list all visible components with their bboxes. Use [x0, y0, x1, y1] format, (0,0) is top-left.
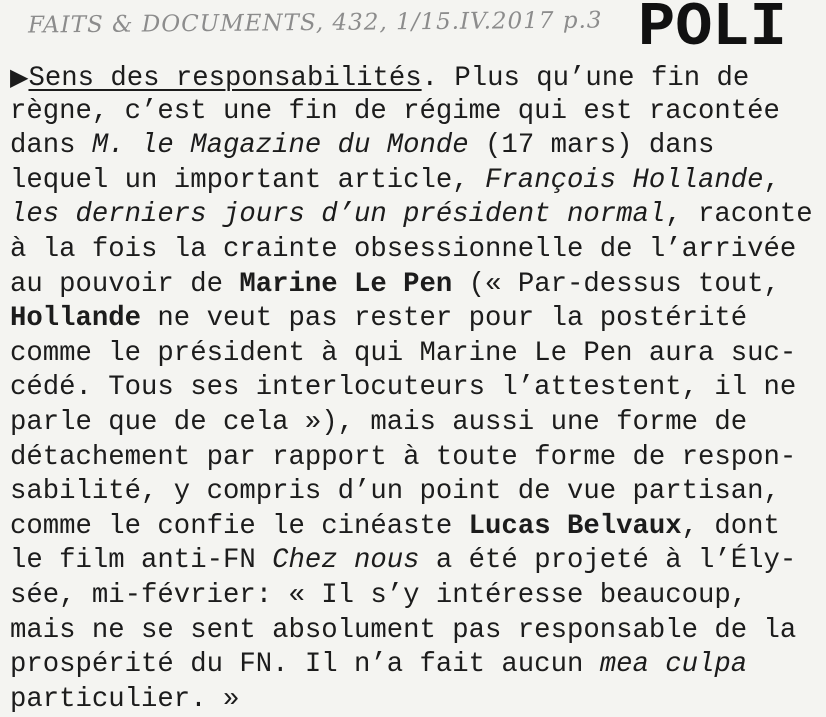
article-line: [10, 510, 820, 545]
italic-title: Chez nous: [272, 545, 420, 577]
bold-name: Marine Le Pen: [239, 268, 453, 300]
article-line: [10, 579, 820, 614]
article-kicker: Sens des responsabilités: [28, 63, 422, 94]
article-segment: règne, c’est une fin de régime qui est racontée: [10, 95, 780, 127]
article-line: [10, 441, 820, 476]
article-segment: détachement par rapport à toute forme de respon-: [10, 441, 797, 473]
article-segment: . Plus qu’une fin de: [421, 63, 750, 94]
article-segment: a été projeté à l’Ély-: [419, 545, 797, 577]
bullet-arrow-icon: ▶: [10, 63, 29, 91]
article-segment: comme le confie le cinéaste: [10, 510, 469, 542]
italic-title: François Hollande: [485, 164, 764, 196]
article-segment: cédé. Tous ses interlocuteurs l’attestent, il ne: [10, 372, 797, 404]
article-line: [10, 268, 820, 303]
italic-title: M. le Magazine du Monde: [91, 130, 469, 162]
article-line: [10, 371, 820, 406]
article-segment: (17 mars) dans: [468, 130, 715, 162]
article-line: [10, 614, 820, 649]
italic-title: mea culpa: [599, 649, 748, 681]
article-line: [10, 544, 820, 579]
bold-name: Lucas Belvaux: [468, 510, 682, 542]
article-body: [10, 60, 820, 717]
article-line: [10, 198, 820, 233]
article-segment: particulier. »: [10, 683, 240, 715]
article-segment: le film anti-FN: [10, 545, 273, 577]
article-line: [10, 648, 820, 683]
bold-name: Hollande: [10, 303, 142, 335]
handwritten-source-note: FAITS & DOCUMENTS, 432, 1/15.IV.2017 p.3: [27, 7, 603, 39]
article-segment: , raconte: [665, 199, 813, 231]
article-segment: mais ne se sent absolument pas responsable de la: [10, 614, 797, 646]
article-line: [10, 337, 820, 372]
article-segment: à la fois la crainte obsessionnelle de l’arrivée: [10, 233, 797, 265]
article-line-first: [10, 60, 820, 95]
article-line: [10, 683, 820, 717]
article-segment: (« Par-dessus tout,: [452, 268, 780, 300]
italic-title: les derniers jours d’un président normal: [10, 199, 666, 231]
article-line: [10, 233, 820, 268]
article-segment: au pouvoir de: [10, 268, 240, 300]
article-segment: , dont: [681, 510, 780, 542]
article-segment: prospérité du FN. Il n’a fait aucun: [10, 649, 600, 681]
article-segment: dans: [10, 130, 92, 162]
article-segment: sée, mi-février: « Il s’y intéresse beaucoup,: [10, 579, 748, 611]
article-line: [10, 95, 820, 130]
article-line: [10, 406, 820, 441]
article-line: [10, 129, 820, 164]
article-segment: comme le président à qui Marine Le Pen aura suc-: [10, 337, 797, 369]
article-line: [10, 302, 820, 337]
header: [0, 0, 826, 63]
article-segment: lequel un important article,: [10, 164, 486, 196]
article-segment: sabilité, y compris d’un point de vue partisan,: [10, 476, 780, 508]
article-line: [10, 475, 820, 510]
article-segment: ne veut pas rester pour la postérité: [141, 303, 748, 335]
section-title: POLI: [638, 0, 787, 63]
article-segment: parle que de cela »), mais aussi une forme de: [10, 406, 748, 438]
article-segment: ,: [763, 164, 780, 196]
article-line: [10, 164, 820, 199]
